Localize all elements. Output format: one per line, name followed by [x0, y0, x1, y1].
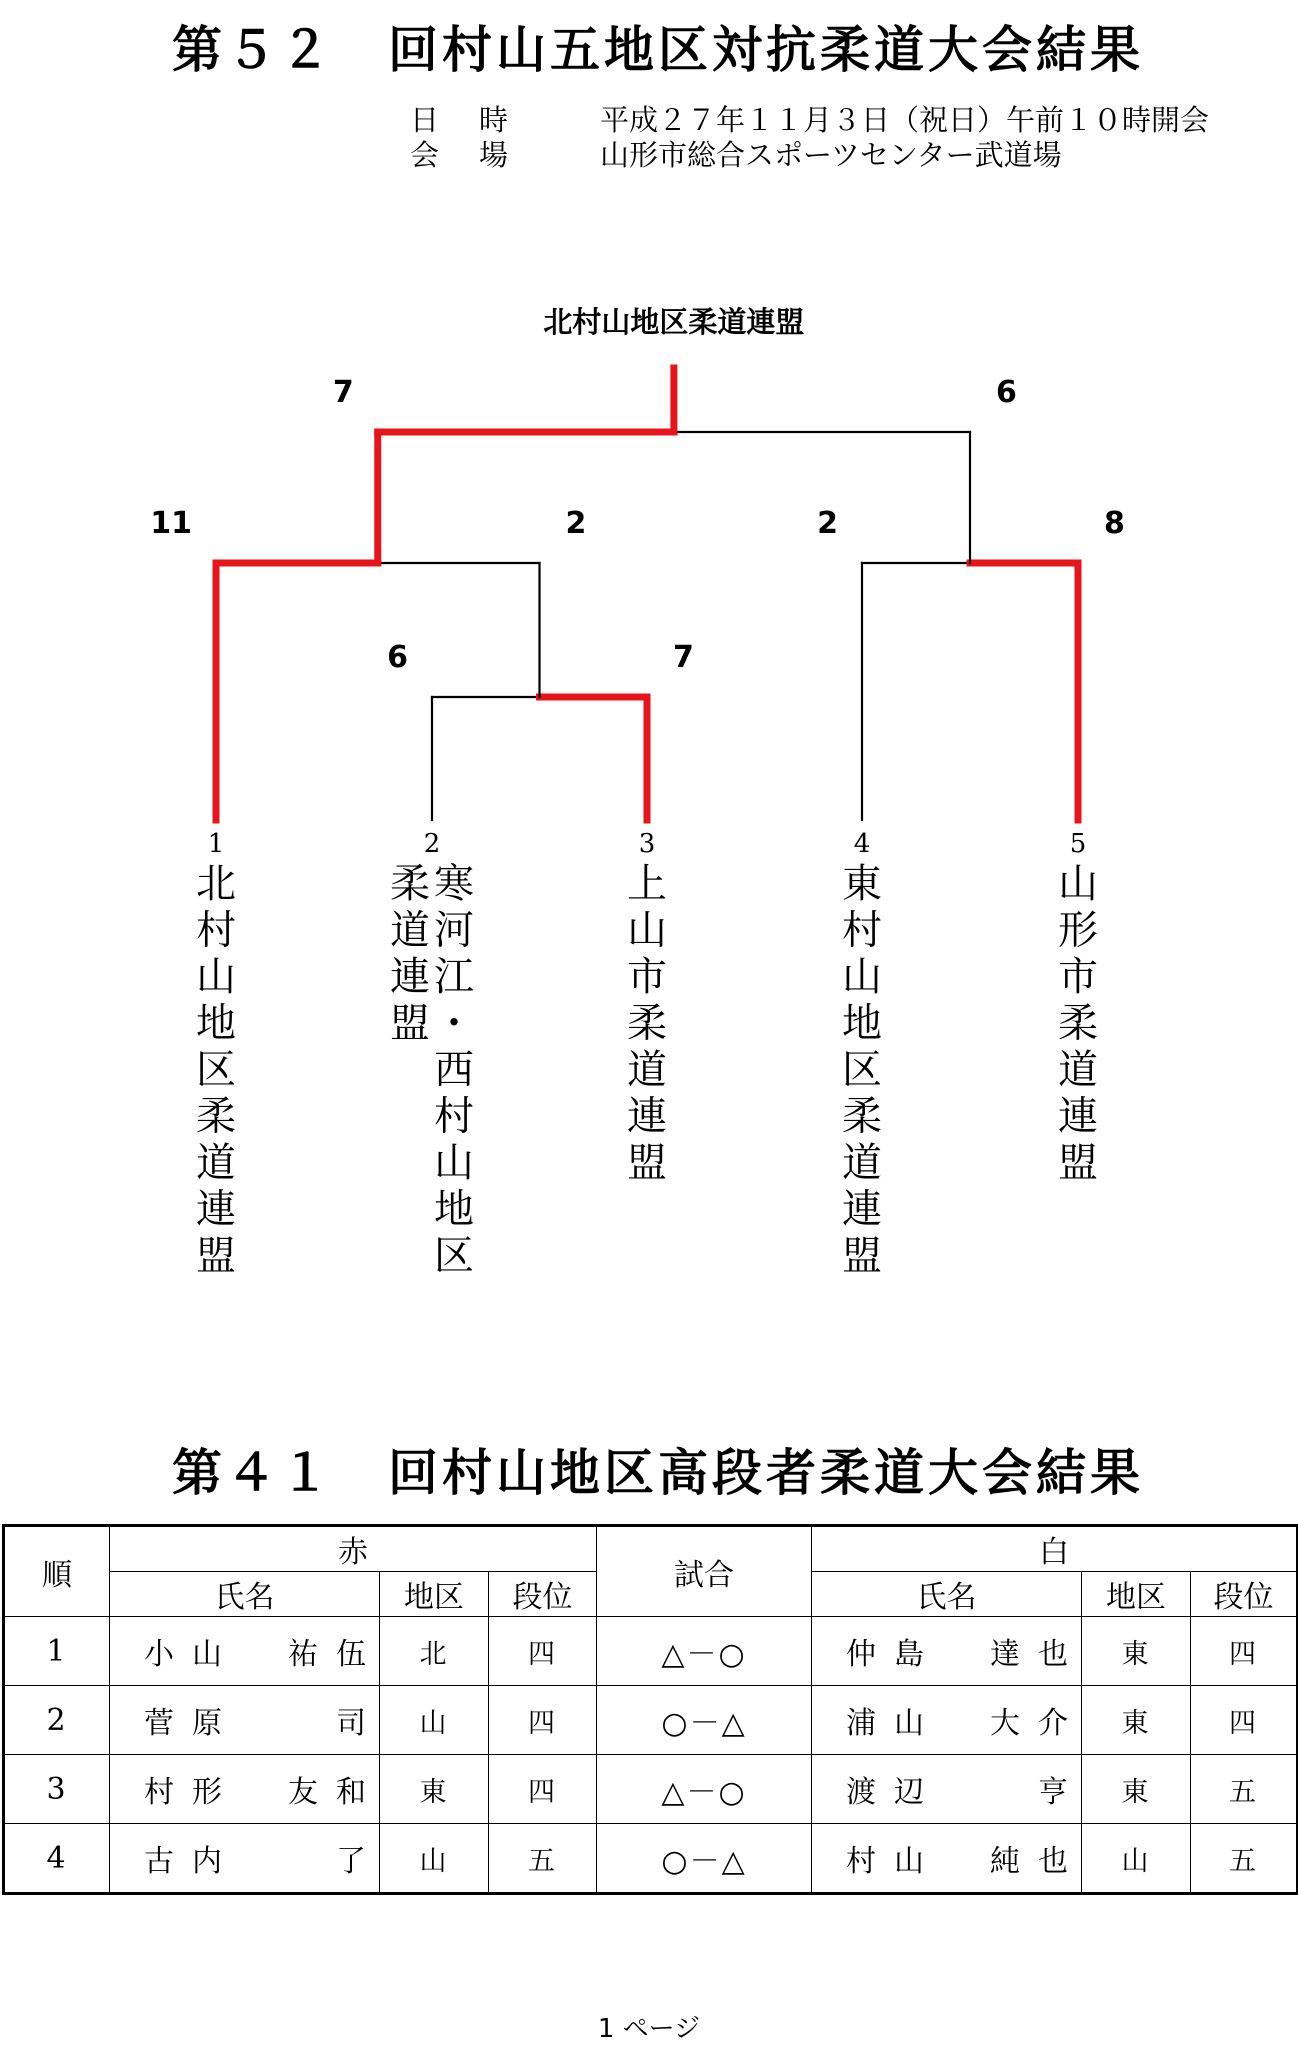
- white-district: 東: [1082, 1686, 1191, 1755]
- team-name-char: 河: [434, 907, 474, 954]
- team-name-char: 道: [390, 907, 430, 954]
- venue-value: 山形市総合スポーツセンター武道場: [600, 138, 1062, 172]
- score-m1-left: 6: [387, 640, 408, 675]
- score-final-right: 6: [996, 375, 1017, 410]
- white-district: 山: [1082, 1824, 1191, 1894]
- team-name-char: 上: [627, 861, 667, 907]
- team-name-char: 形: [1058, 907, 1098, 954]
- team-name-char: 連: [627, 1093, 667, 1140]
- white-name: 村山 純也: [812, 1824, 1082, 1894]
- team-name-char: 山: [196, 954, 236, 1000]
- red-name-header: 氏名: [110, 1572, 380, 1617]
- team-name-5: [1058, 861, 1098, 1186]
- red-rank-header: 段位: [489, 1572, 597, 1617]
- high-dan-title: 第４１ 回村山地区高段者柔道大会結果: [172, 1444, 1144, 1502]
- team-name-char: 道: [1058, 1047, 1098, 1093]
- team-seed-3: 3: [638, 829, 656, 859]
- team-name-2: [390, 861, 474, 1279]
- white-header: 白: [812, 1526, 1298, 1572]
- results-table: [2, 1524, 1298, 1895]
- match-result: △－○: [597, 1755, 812, 1824]
- row-number: 4: [4, 1824, 110, 1894]
- red-name: 菅原 司: [110, 1686, 380, 1755]
- team-name-char: ・: [434, 1000, 474, 1047]
- red-district: 北: [380, 1617, 489, 1686]
- team-name-char: 道: [627, 1047, 667, 1093]
- row-number: 2: [4, 1686, 110, 1755]
- red-rank: 四: [489, 1755, 597, 1824]
- team-seed-2: 2: [423, 829, 441, 859]
- white-name: 仲島 達也: [812, 1617, 1082, 1686]
- red-district: 山: [380, 1824, 489, 1894]
- team-name-char: 地: [196, 1000, 236, 1047]
- venue-label: 会場: [410, 138, 549, 172]
- date-value: 平成２７年１１月３日（祝日）午前１０時開会: [600, 103, 1210, 137]
- order-header: 順: [4, 1526, 110, 1617]
- team-name-char: 道: [196, 1140, 236, 1186]
- team-name-char: 柔: [196, 1093, 236, 1140]
- team-name-char: 盟: [842, 1233, 882, 1279]
- white-rank: 四: [1191, 1686, 1298, 1755]
- white-name: 渡辺 亨: [812, 1755, 1082, 1824]
- team-name-char: 山: [627, 907, 667, 954]
- page-number: 1 ページ: [597, 2014, 701, 2044]
- table-row: [4, 1686, 1298, 1755]
- red-header: 赤: [110, 1526, 597, 1572]
- white-district: 東: [1082, 1755, 1191, 1824]
- score-final-left: 7: [332, 375, 354, 410]
- white-name-header: 氏名: [812, 1572, 1082, 1617]
- team-name-char: 村: [434, 1093, 474, 1140]
- team-seed-4: 4: [853, 829, 871, 859]
- team-name-char: 東: [842, 861, 882, 907]
- team-name-char: 寒: [434, 861, 474, 907]
- red-district: 東: [380, 1755, 489, 1824]
- white-district-header: 地区: [1082, 1572, 1191, 1617]
- team-seed-1: 1: [207, 829, 225, 859]
- team-seed-5: 5: [1069, 829, 1087, 859]
- team-name-3: [627, 861, 667, 1186]
- team-name-char: 江: [434, 954, 474, 1000]
- score-m3-left: 2: [817, 506, 838, 541]
- team-name-char: 地: [434, 1186, 474, 1233]
- score-m2-right: 2: [565, 506, 587, 541]
- team-name-char: 盟: [627, 1140, 667, 1186]
- table-row: [4, 1617, 1298, 1686]
- red-rank: 四: [489, 1617, 597, 1686]
- match-result: △－○: [597, 1617, 812, 1686]
- team-name-char: 盟: [390, 1000, 430, 1047]
- date-label: 日時: [410, 103, 549, 137]
- team-name-char: 山: [842, 954, 882, 1000]
- team-name-char: 柔: [390, 861, 430, 907]
- red-district: 山: [380, 1686, 489, 1755]
- team-name-char: 区: [434, 1233, 474, 1279]
- table-row: [4, 1755, 1298, 1824]
- team-name-char: 山: [434, 1140, 474, 1186]
- table-row: [4, 1824, 1298, 1894]
- red-name: 村形 友和: [110, 1755, 380, 1824]
- team-name-char: 盟: [196, 1233, 236, 1279]
- white-rank: 五: [1191, 1755, 1298, 1824]
- team-name-char: 連: [1058, 1093, 1098, 1140]
- white-name: 浦山 大介: [812, 1686, 1082, 1755]
- score-m2-left: 11: [150, 506, 192, 541]
- team-name-char: 市: [627, 954, 667, 1000]
- team-name-char: 道: [842, 1140, 882, 1186]
- team-name-char: 村: [196, 907, 236, 954]
- team-name-char: 地: [842, 1000, 882, 1047]
- white-rank-header: 段位: [1191, 1572, 1298, 1617]
- red-rank: 四: [489, 1686, 597, 1755]
- team-name-1: [196, 861, 236, 1279]
- red-rank: 五: [489, 1824, 597, 1894]
- team-name-char: 連: [196, 1186, 236, 1233]
- white-rank: 五: [1191, 1824, 1298, 1894]
- team-name-char: 北: [196, 861, 236, 907]
- team-name-char: 連: [390, 954, 430, 1000]
- row-number: 3: [4, 1755, 110, 1824]
- white-district: 東: [1082, 1617, 1191, 1686]
- match-header: 試合: [597, 1526, 812, 1617]
- team-name-char: 西: [434, 1047, 474, 1093]
- team-name-char: 村: [842, 907, 882, 954]
- team-name-char: 区: [196, 1047, 236, 1093]
- match-result: ○－△: [597, 1686, 812, 1755]
- team-name-char: 連: [842, 1186, 882, 1233]
- team-name-char: 柔: [842, 1093, 882, 1140]
- match-result: ○－△: [597, 1824, 812, 1894]
- red-name: 古内 了: [110, 1824, 380, 1894]
- white-rank: 四: [1191, 1617, 1298, 1686]
- team-name-char: 盟: [1058, 1140, 1098, 1186]
- team-name-char: 柔: [627, 1000, 667, 1047]
- team-name-4: [842, 861, 882, 1279]
- team-name-char: 区: [842, 1047, 882, 1093]
- score-m3-right: 8: [1104, 506, 1125, 541]
- red-district-header: 地区: [380, 1572, 489, 1617]
- team-name-char: 市: [1058, 954, 1098, 1000]
- champion-label: 北村山地区柔道連盟: [543, 305, 805, 339]
- team-name-char: 山: [1058, 861, 1098, 907]
- tournament-title: 第５２ 回村山五地区対抗柔道大会結果: [172, 21, 1144, 79]
- red-name: 小山 祐伍: [110, 1617, 380, 1686]
- row-number: 1: [4, 1617, 110, 1686]
- team-name-char: 柔: [1058, 1000, 1098, 1047]
- score-m1-right: 7: [673, 640, 694, 675]
